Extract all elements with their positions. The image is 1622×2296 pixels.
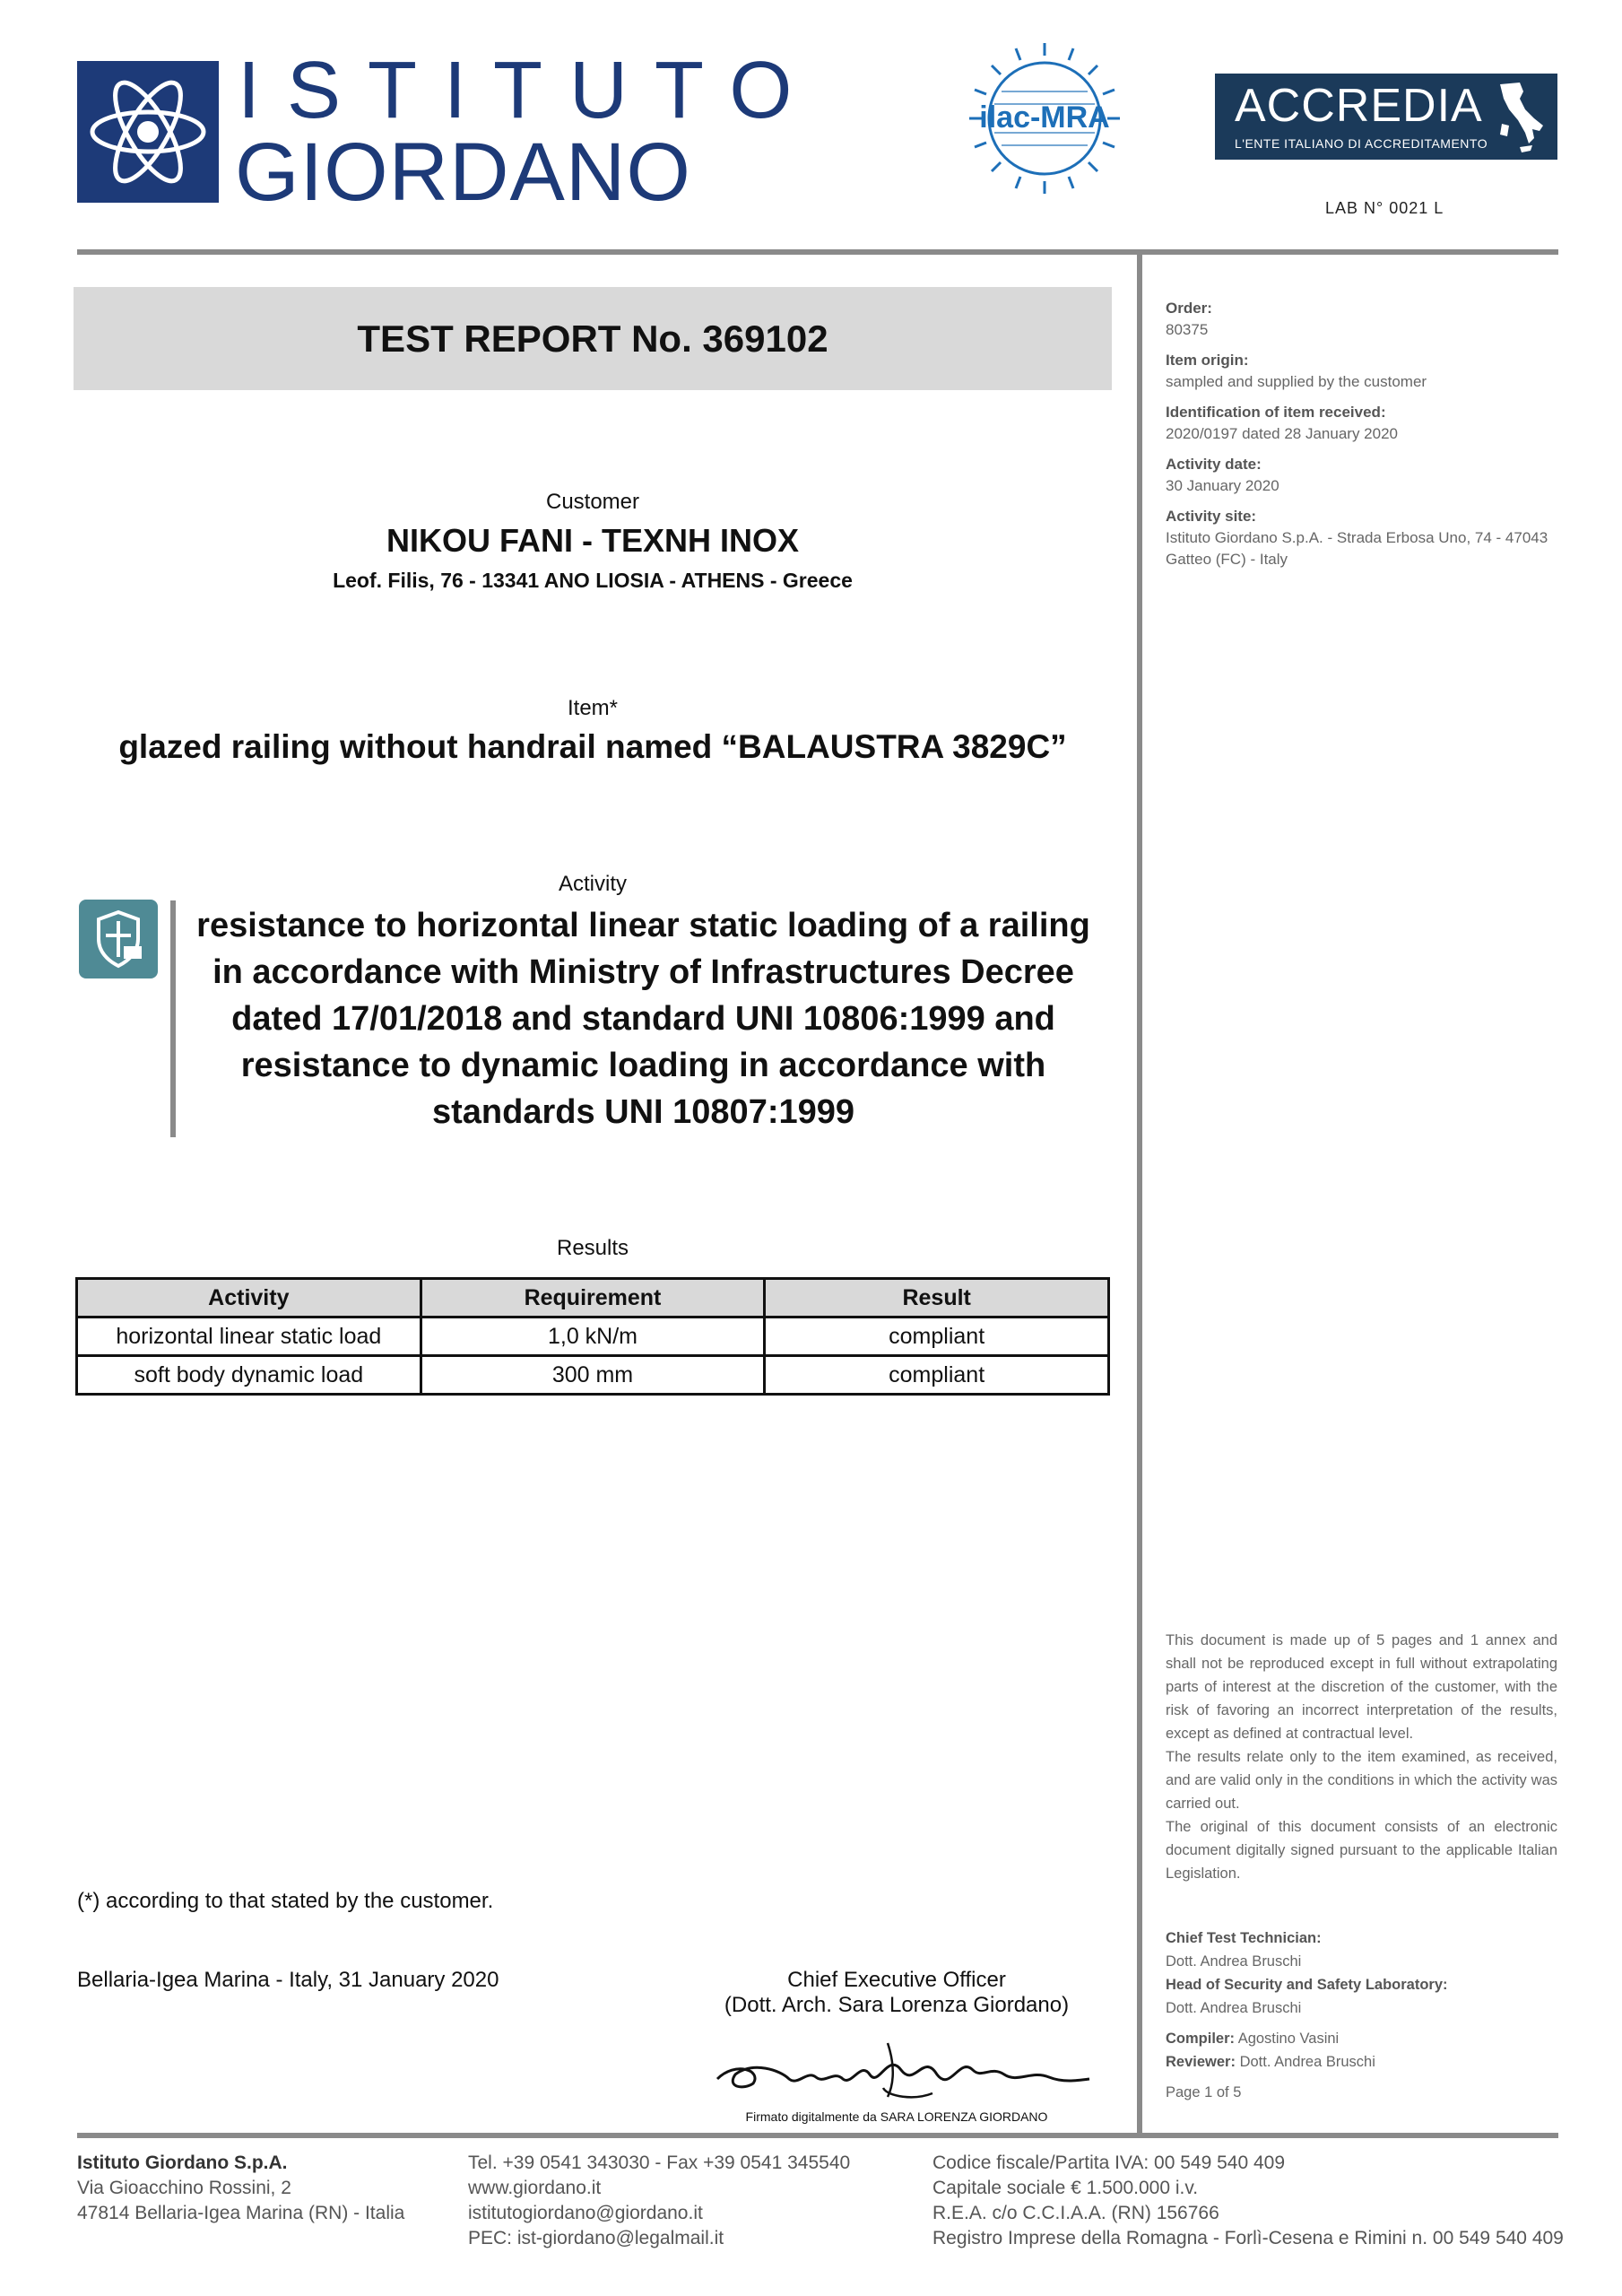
website-link[interactable]: www.giordano.it	[468, 2178, 602, 2198]
handwritten-signature	[708, 2034, 1094, 2106]
footer-contacts	[468, 2151, 850, 2251]
accredia-name: ACCREDIA	[1235, 80, 1483, 132]
customer-label: Customer	[545, 490, 640, 514]
results-label: Results	[556, 1236, 629, 1260]
column-header-requirement: Requirement	[421, 1279, 765, 1318]
header-divider	[77, 249, 1558, 255]
atom-logo-icon	[77, 61, 219, 203]
table-cell: compliant	[765, 1318, 1109, 1356]
activity-description: resistance to horizontal linear static loading of a railing in accordance with Ministry of Infrastructures Decree dated 17/01/2018 and standard UNI 10806:1999 and resistance to dynamic loading in accordance with standards UNI 10807:1999	[196, 907, 1090, 1131]
activity-accent-bar	[170, 900, 176, 1137]
title-box	[74, 287, 1112, 390]
table-header-row	[77, 1279, 1109, 1318]
pec-email-link[interactable]: PEC: ist-giordano@legalmail.it	[468, 2228, 724, 2248]
disclaimer-paragraph: This document is made up of 5 pages and 1 annex and shall not be reproduced except in full without extrapolating parts of interest at the discretion of the customer, with the risk of favoring an incorrect interpretation of the results, except as defined at contractual level.	[1166, 1632, 1557, 1742]
logo-text-line2: GIORDANO	[235, 126, 691, 218]
ilac-mra-seal	[964, 38, 1125, 199]
phone-fax: Tel. +39 0541 343030 - Fax +39 0541 345540	[468, 2152, 851, 2173]
company-address-1: Via Gioacchino Rossini, 2	[77, 2178, 291, 2198]
customer-name: NIKOU FANI - TEXNH INOX	[386, 522, 800, 559]
company-registry: Registro Imprese della Romagna - Forlì-Cesena e Rimini n. 00 549 540 409	[932, 2228, 1564, 2248]
report-details-sidebar	[1166, 289, 1557, 570]
item-origin-value: sampled and supplied by the customer	[1166, 373, 1427, 390]
page-number: Page 1 of 5	[1166, 2084, 1242, 2100]
rea-number: R.E.A. c/o C.C.I.A.A. (RN) 156766	[932, 2203, 1219, 2223]
safety-shield-icon	[79, 900, 158, 978]
reviewer-value: Dott. Andrea Bruschi	[1239, 2054, 1375, 2070]
tax-code: Codice fiscale/Partita IVA: 00 549 540 409	[932, 2152, 1286, 2173]
footer-company	[77, 2151, 404, 2226]
company-address-2: 47814 Bellaria-Igea Marina (RN) - Italia	[77, 2203, 405, 2223]
compiler-label: Compiler:	[1166, 2031, 1236, 2047]
logo-text-line1: ISTITUTO	[238, 46, 820, 135]
italy-map-icon	[1493, 79, 1547, 154]
company-name: Istituto Giordano S.p.A.	[77, 2152, 288, 2173]
disclaimer	[1166, 1629, 1557, 1885]
ilac-label: ilac-MRA	[979, 100, 1110, 135]
disclaimer-paragraph: The original of this document consists of an electronic document digitally signed pursuant to the applicable Italian Legislation.	[1166, 1819, 1557, 1882]
accredia-badge	[1215, 74, 1557, 160]
item-origin-label: Item origin:	[1166, 352, 1249, 369]
footer-divider	[77, 2133, 1558, 2138]
activity-date-label: Activity date:	[1166, 456, 1262, 473]
table-cell: 1,0 kN/m	[421, 1318, 765, 1356]
activity-site-value: Istituto Giordano S.p.A. - Strada Erbosa Uno, 74 - 47043 Gatteo (FC) - Italy	[1166, 529, 1548, 568]
table-row	[77, 1356, 1109, 1395]
order-label: Order:	[1166, 300, 1212, 317]
item-label: Item*	[567, 696, 618, 720]
signer-title: Chief Executive Officer	[787, 1968, 1006, 1992]
identification-label: Identification of item received:	[1166, 404, 1386, 421]
table-cell: 300 mm	[421, 1356, 765, 1395]
signers-block	[1166, 1926, 1557, 2104]
tech-label: Chief Test Technician:	[1166, 1930, 1322, 1946]
signer-name: (Dott. Arch. Sara Lorenza Giordano)	[724, 1993, 1070, 2017]
column-divider	[1137, 255, 1142, 2133]
activity-date-value: 30 January 2020	[1166, 477, 1279, 494]
head-label: Head of Security and Safety Laboratory:	[1166, 1977, 1448, 1993]
table-row	[77, 1318, 1109, 1356]
table-cell: soft body dynamic load	[77, 1356, 421, 1395]
footnote: (*) according to that stated by the customer.	[77, 1889, 494, 1913]
reviewer-label: Reviewer:	[1166, 2054, 1236, 2070]
share-capital: Capitale sociale € 1.500.000 i.v.	[932, 2178, 1199, 2198]
footer-registration	[932, 2151, 1564, 2251]
disclaimer-paragraph: The results relate only to the item examined, as received, and are valid only in the conditions in which the activity was carried out.	[1166, 1749, 1557, 1812]
column-header-activity: Activity	[77, 1279, 421, 1318]
table-cell: compliant	[765, 1356, 1109, 1395]
signature-caption: Firmato digitalmente da SARA LORENZA GIORDANO	[745, 2109, 1048, 2124]
accredia-subtitle: L'ENTE ITALIANO DI ACCREDITAMENTO	[1235, 136, 1488, 151]
order-value: 80375	[1166, 321, 1209, 338]
compiler-value: Agostino Vasini	[1237, 2031, 1340, 2047]
tech-value: Dott. Andrea Bruschi	[1166, 1953, 1302, 1970]
activity-label: Activity	[558, 872, 627, 896]
activity-site-label: Activity site:	[1166, 508, 1257, 525]
column-header-result: Result	[765, 1279, 1109, 1318]
results-table	[75, 1277, 1110, 1396]
table-cell: horizontal linear static load	[77, 1318, 421, 1356]
identification-value: 2020/0197 dated 28 January 2020	[1166, 425, 1399, 442]
place-date: Bellaria-Igea Marina - Italy, 31 January 2020	[77, 1968, 499, 1992]
item-name: glazed railing without handrail named “BALAUSTRA 3829C”	[118, 728, 1067, 765]
customer-address: Leof. Filis, 76 - 13341 ANO LIOSIA - ATHENS - Greece	[333, 569, 853, 592]
lab-number: LAB N° 0021 L	[1325, 199, 1444, 217]
head-value: Dott. Andrea Bruschi	[1166, 2000, 1302, 2016]
report-title: TEST REPORT No. 369102	[357, 317, 828, 360]
email-link[interactable]: istitutogiordano@giordano.it	[468, 2203, 703, 2223]
